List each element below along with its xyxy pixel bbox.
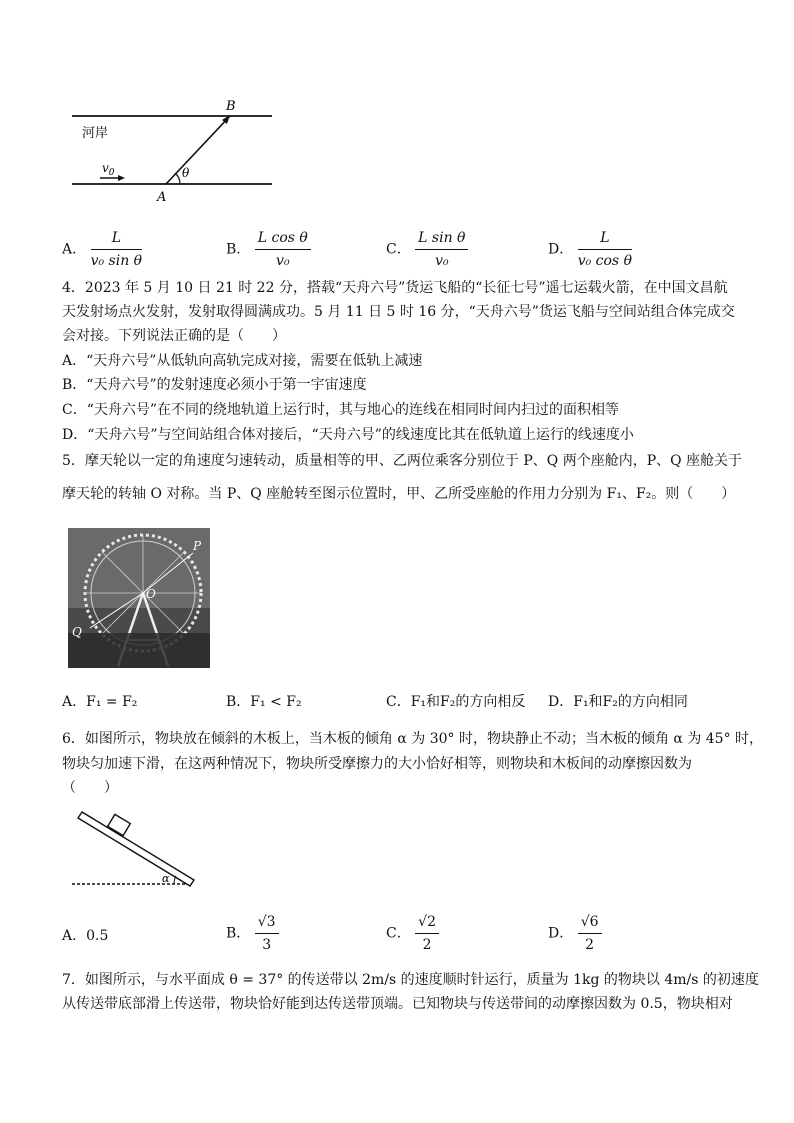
- bank-label: 河岸: [82, 126, 109, 141]
- q5-option-b[interactable]: B．F₁ < F₂: [226, 694, 302, 710]
- point-q-label: Q: [72, 625, 82, 639]
- q4-option-a[interactable]: A．“天舟六号”从低轨向高轨完成对接，需要在低轨上减速: [62, 353, 423, 369]
- q6-stem-line1: 6．如图所示，物块放在倾斜的木板上，当木板的倾角 α 为 30° 时，物块静止不动；当木板的倾角 α 为 45° 时，: [62, 731, 764, 747]
- q3-option-a[interactable]: A． $\frac{L}{\text{v₀ sin θ}}$: [62, 230, 143, 269]
- q3-option-c[interactable]: C． $\frac{\text{L sin θ}}{\text{v₀}}$: [386, 228, 468, 271]
- q5-stem-line2: 摩天轮的转轴 O 对称。当 P、Q 座舱转至图示位置时，甲、乙所受座舱的作用力分别为 F₁、F₂。则（ ）: [62, 486, 736, 502]
- fraction: $\frac{√6}{2}$: [578, 912, 602, 955]
- q4-stem-line1: 4．2023 年 5 月 10 日 21 时 22 分，搭载“天舟六号”货运飞船的“长征七号”遥七运载火箭，在中国文昌航: [62, 280, 728, 296]
- fraction: $\frac{√2}{2}$: [415, 912, 439, 955]
- q4-stem-line3: 会对接。下列说法正确的是（ ）: [62, 328, 286, 344]
- q3-option-d[interactable]: D． $\frac{L}{\text{v₀ cos θ}}$: [548, 230, 632, 269]
- q6-option-c[interactable]: C． $\frac{√2}{2}$: [386, 912, 439, 955]
- fraction: $\frac{\text{L cos θ}}{\text{v₀}}$: [255, 228, 311, 271]
- point-a-label: A: [157, 190, 167, 205]
- point-p-label: P: [193, 539, 202, 553]
- v0-label: $v_0$: [102, 161, 115, 178]
- q4-option-d[interactable]: D．“天舟六号”与空间站组合体对接后，“天舟六号”的线速度比其在低轨道上运行的线速度小: [62, 427, 634, 443]
- q6-stem-line3: （ ）: [62, 780, 118, 796]
- point-b-label: B: [226, 99, 236, 114]
- theta-label: θ: [182, 166, 190, 180]
- q7-stem-line2: 从传送带底部滑上传送带，物块恰好能到达传送带顶端。已知物块与传送带间的动摩擦因数为 0.5，物块相对: [62, 996, 733, 1012]
- q6-option-b[interactable]: B． $\frac{√3}{3}$: [226, 912, 279, 955]
- q6-stem-line2: 物块匀加速下滑，在这两种情况下，物块所受摩擦力的大小恰好相等，则物块和木板间的动摩擦因数为: [62, 756, 692, 772]
- q5-option-d[interactable]: D．F₁和F₂的方向相同: [548, 694, 688, 710]
- q6-option-d[interactable]: D． $\frac{√6}{2}$: [548, 912, 602, 955]
- incline-figure: [70, 808, 200, 890]
- v0-arrowhead-icon: [118, 175, 125, 181]
- q7-stem-line1: 7．如图所示，与水平面成 θ = 37° 的传送带以 2m/s 的速度顺时针运行，质量为 1kg 的物块以 4m/s 的初速度: [62, 972, 759, 988]
- alpha-label: α: [162, 872, 170, 885]
- point-o-label: O: [146, 587, 156, 601]
- ferris-wheel-photo: [68, 528, 210, 668]
- q4-option-c[interactable]: C．“天舟六号”在不同的绕地轨道上运行时，其与地心的连线在相同时间内扫过的面积相等: [62, 402, 620, 418]
- q3-option-b[interactable]: B． $\frac{\text{L cos θ}}{\text{v₀}}$: [226, 228, 311, 271]
- fraction: $\frac{\text{L sin θ}}{\text{v₀}}$: [415, 228, 468, 271]
- q5-option-a[interactable]: A．F₁ = F₂: [62, 694, 138, 710]
- incline-board: [78, 812, 194, 886]
- fraction: $\frac{√3}{3}$: [255, 912, 279, 955]
- q4-option-b[interactable]: B．“天舟六号”的发射速度必须小于第一宇宙速度: [62, 377, 367, 393]
- fraction: $\frac{L}{\text{v₀ sin θ}}$: [90, 230, 143, 269]
- q4-stem-line2: 天发射场点火发射，发射取得圆满成功。5 月 11 日 5 时 16 分，“天舟六号”货运飞船与空间站组合体完成交: [62, 304, 735, 320]
- q5-stem-line1: 5．摩天轮以一定的角速度匀速转动，质量相等的甲、乙两位乘客分别位于 P、Q 两个座舱内，P、Q 座舱关于: [62, 453, 743, 469]
- ferris-wheel-drawing: [68, 528, 210, 668]
- q6-option-a[interactable]: A．0.5: [62, 928, 109, 944]
- river-figure: [70, 95, 280, 205]
- fraction: $\frac{L}{\text{v₀ cos θ}}$: [577, 230, 632, 269]
- q5-option-c[interactable]: C．F₁和F₂的方向相反: [386, 694, 526, 710]
